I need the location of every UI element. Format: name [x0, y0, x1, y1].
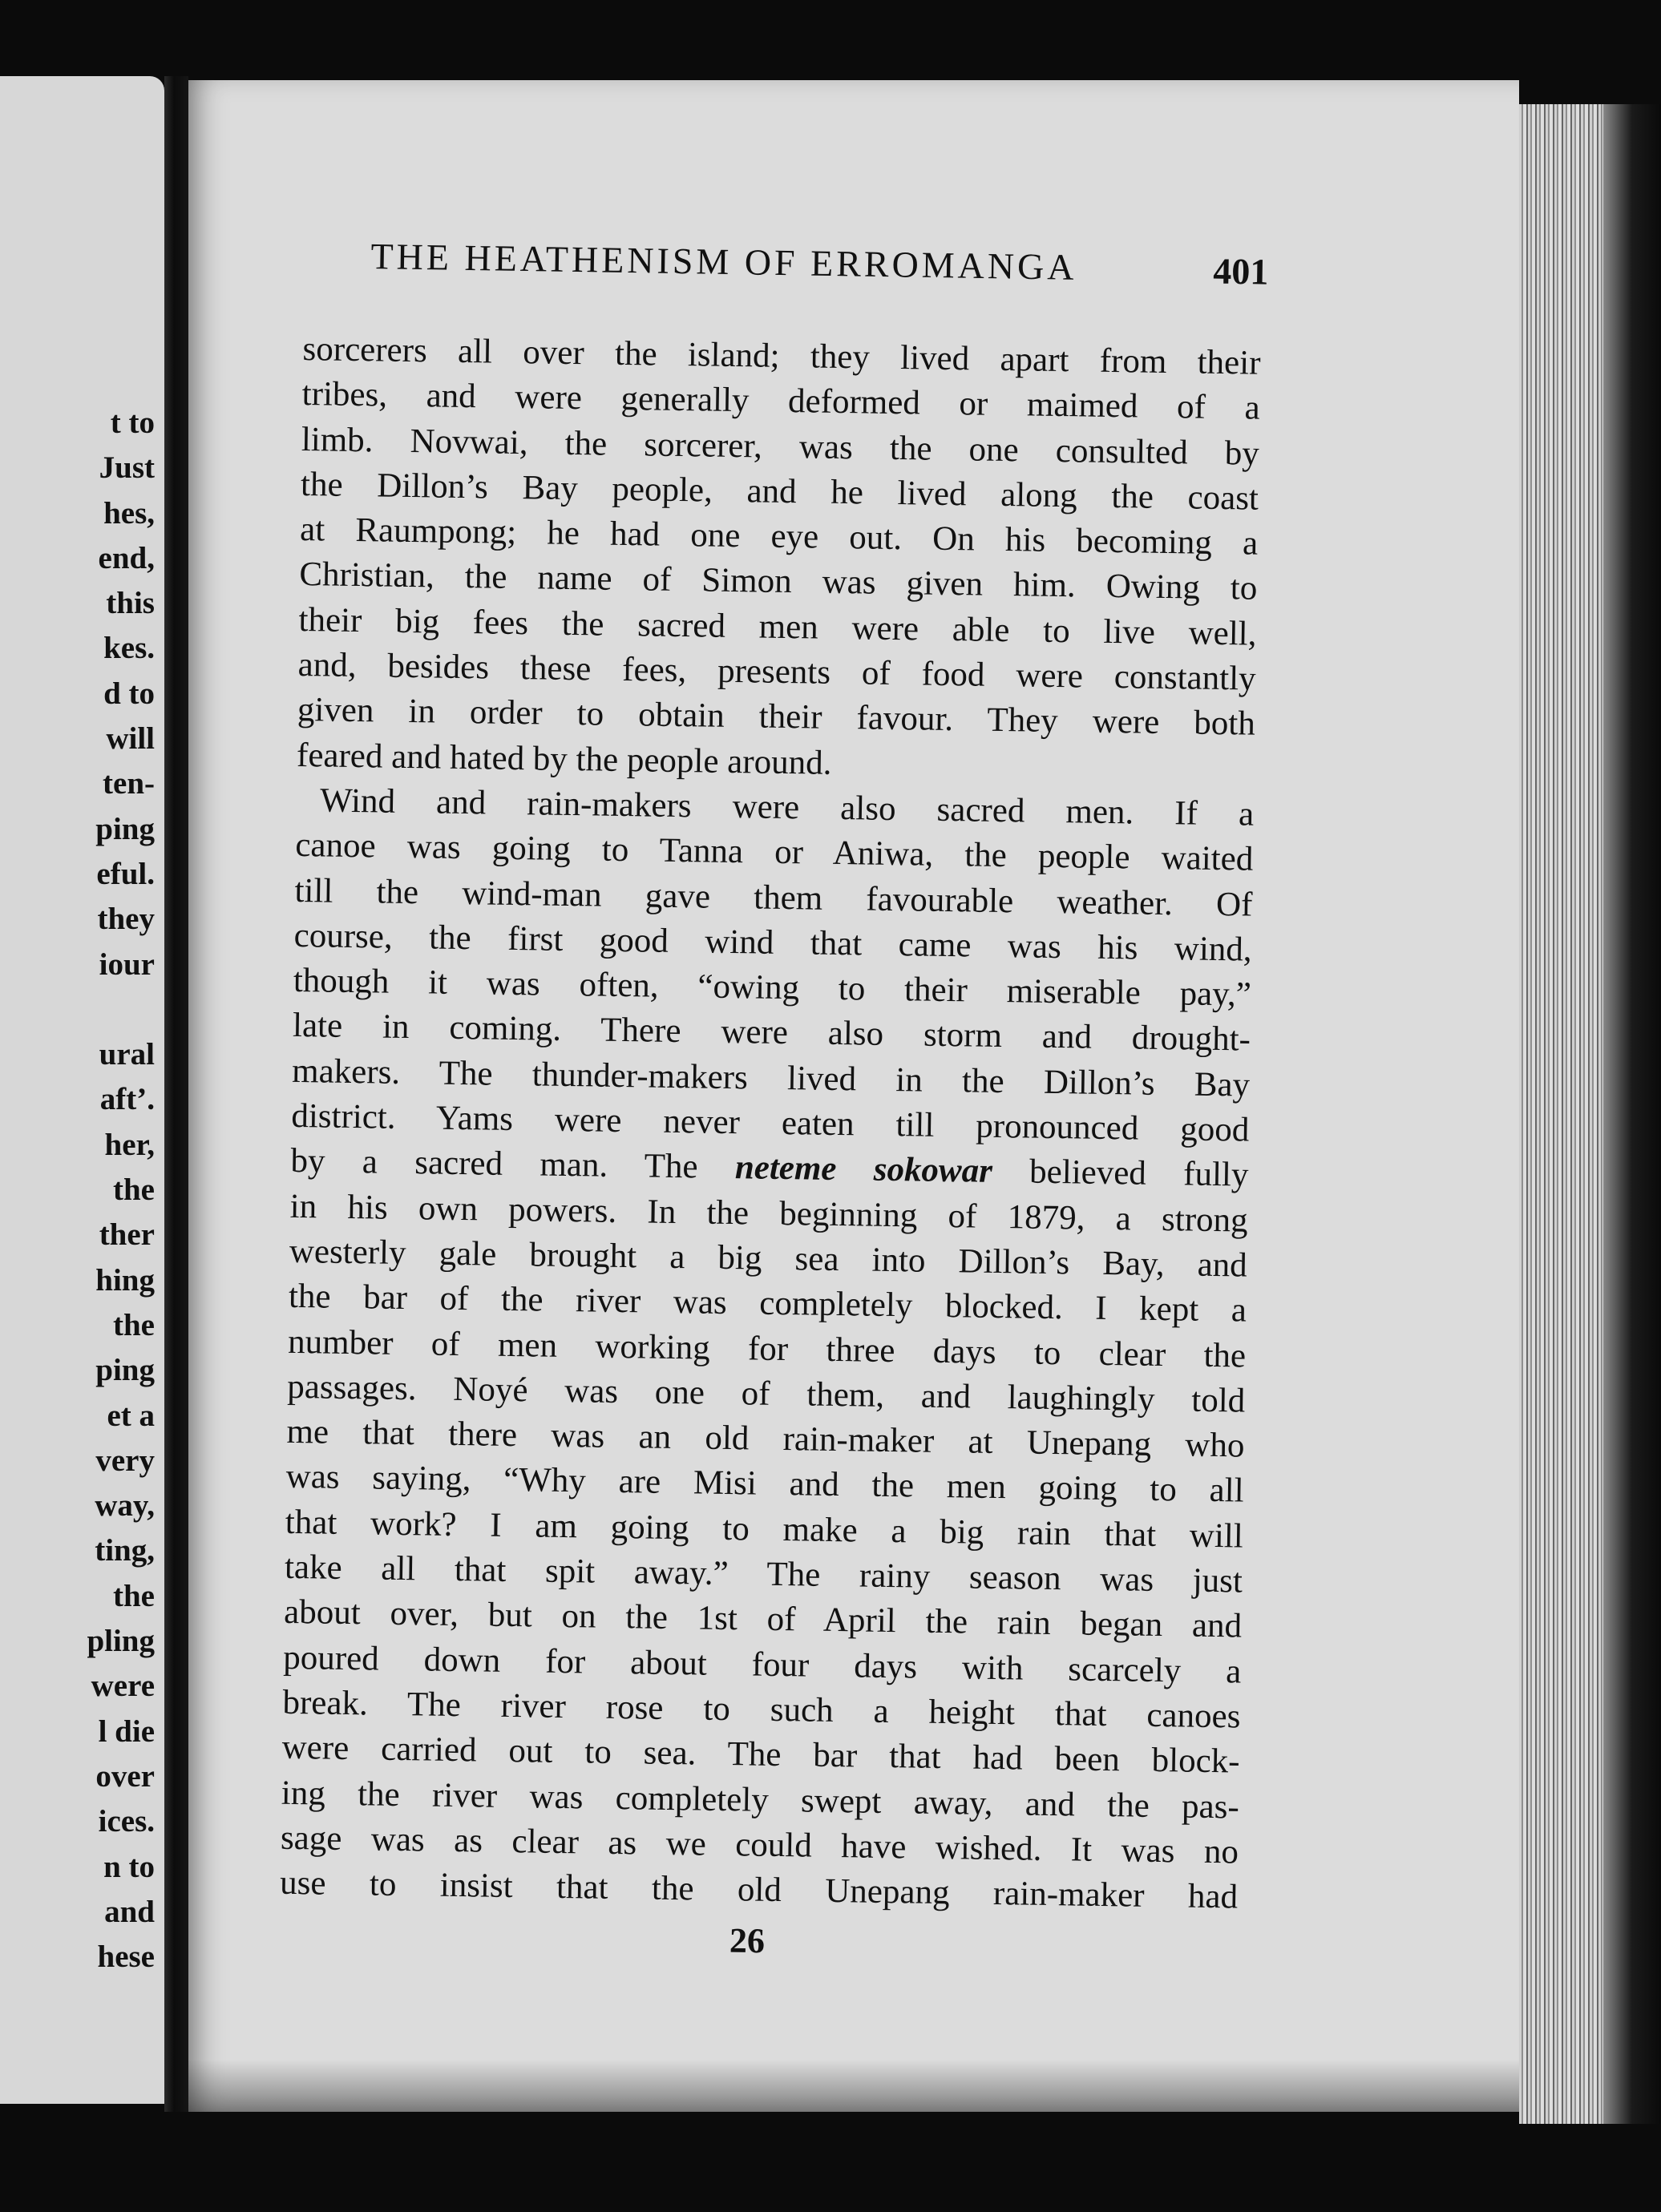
text-line: use to insist that the old Unepang rain-maker had — [279, 1863, 1239, 1916]
facing-page — [0, 76, 164, 2104]
text-line: Christian, the name of Simon was given him. Owing to — [299, 555, 1258, 608]
facing-page-line: Just — [99, 450, 155, 486]
facing-page-line: over — [95, 1758, 155, 1794]
facing-page-line: the — [113, 1307, 155, 1342]
facing-page-line: end, — [98, 540, 155, 575]
text-line: the Dillon’s Bay people, and he lived along the coast — [300, 465, 1259, 518]
book-gutter — [164, 76, 188, 2112]
page-bottom-shadow — [188, 2060, 1519, 2112]
text-line: westerly gale brought a big sea into Dillon’s Bay, and — [289, 1232, 1248, 1285]
text-run: believed fully — [992, 1152, 1249, 1194]
text-line: poured down for about four days with scarcely a — [283, 1638, 1242, 1691]
facing-page-line: l die — [98, 1713, 155, 1749]
text-line: take all that spit away.” The rainy season was just — [284, 1548, 1243, 1600]
text-line: were carried out to sea. The bar that had been block- — [281, 1729, 1240, 1781]
text-line: Wind and rain-makers were also sacred men. If a — [319, 781, 1255, 834]
facing-page-line: ping — [95, 1353, 155, 1388]
facing-page-line: pling — [87, 1624, 155, 1659]
text-line: sage was as clear as we could have wished. It was no — [280, 1818, 1239, 1871]
facing-page-line: will — [106, 721, 155, 757]
facing-page-line: very — [95, 1443, 155, 1478]
text-line: given in order to obtain their favour. They were both — [297, 691, 1256, 744]
facing-page-line: the — [113, 1173, 155, 1208]
text-line: ing the river was completely swept away, and the pas- — [281, 1774, 1240, 1827]
page-title: THE HEATHENISM OF ERROMANGA — [370, 235, 1077, 288]
facing-page-line — [42, 987, 155, 1032]
facing-page-line: the — [113, 1578, 155, 1613]
facing-page-line: were — [91, 1669, 155, 1704]
text-line: makers. The thunder-makers lived in the Dillon’s Bay — [291, 1052, 1251, 1104]
facing-page-line: and — [104, 1894, 155, 1929]
facing-page-line: ten- — [103, 766, 155, 801]
text-line: passages. Noyé was one of them, and laughingly told — [287, 1367, 1246, 1420]
facing-page-line: aft’. — [99, 1082, 155, 1117]
facing-page-line: they — [97, 902, 155, 937]
text-line: about over, but on the 1st of April the rain began and — [283, 1593, 1243, 1645]
text-line: at Raumpong; he had one eye out. On his becoming a — [299, 511, 1259, 563]
text-line: and, besides these fees, presents of food were constantly — [297, 646, 1256, 698]
text-line: limb. Novwai, the sorcerer, was the one consulted by — [301, 420, 1260, 473]
text-run: by a sacred man. The — [290, 1142, 736, 1187]
facing-page-line: ting, — [95, 1533, 155, 1568]
facing-page-line: et a — [107, 1398, 155, 1433]
facing-page-line: ther — [99, 1217, 155, 1253]
text-line: tribes, and were generally deformed or maimed of a — [301, 375, 1260, 428]
text-line: district. Yams were never eaten till pronounced good — [291, 1096, 1250, 1149]
text-line: though it was often, “owing to their miserable pay,” — [293, 962, 1252, 1014]
text-line: feared and hated by the people around. — [296, 736, 832, 782]
text-line: till the wind-man gave them favourable weather. Of — [294, 871, 1253, 924]
text-line: me that there was an old rain-maker at Unepang who — [286, 1412, 1245, 1465]
facing-page-line: n to — [103, 1849, 155, 1884]
text-line: the bar of the river was completely blocked. I kept a — [288, 1278, 1247, 1330]
facing-page-text — [42, 401, 155, 1980]
facing-page-line: her, — [104, 1127, 155, 1162]
text-line: in his own powers. In the beginning of 1879, a strong — [289, 1187, 1248, 1240]
facing-page-line: ices. — [98, 1804, 155, 1839]
signature-mark: 26 — [729, 1920, 766, 1961]
text-line: late in coming. There were also storm and drought- — [292, 1007, 1251, 1060]
facing-page-line: hese — [97, 1940, 155, 1975]
text-line: number of men working for three days to clear the — [287, 1322, 1247, 1375]
facing-page-line: way, — [95, 1488, 155, 1524]
facing-page-line: this — [106, 586, 155, 621]
text-line: break. The river rose to such a height that canoes — [282, 1683, 1241, 1736]
facing-page-line: d to — [103, 676, 155, 711]
facing-page-line: kes. — [103, 631, 155, 666]
body-text — [280, 327, 1261, 1920]
italic-term: neteme sokowar — [734, 1148, 993, 1191]
facing-page-line: hes, — [103, 495, 155, 531]
facing-page-line: ping — [95, 811, 155, 846]
book-edge-shadow — [1603, 104, 1661, 2124]
text-line: was saying, “Why are Misi and the men going to all — [285, 1458, 1244, 1510]
facing-page-line: hing — [95, 1262, 155, 1298]
facing-page-line: iour — [99, 947, 155, 982]
facing-page-line: t to — [110, 406, 155, 440]
text-line: course, the first good wind that came was his wind, — [293, 916, 1252, 969]
text-line: their big fees the sacred men were able to live well, — [298, 600, 1257, 653]
facing-page-line: eful. — [96, 856, 155, 891]
text-line: canoe was going to Tanna or Aniwa, the people waited — [295, 826, 1254, 878]
text-line: that work? I am going to make a big rain that will — [285, 1503, 1244, 1556]
text-line: sorcerers all over the island; they lived apart from their — [302, 329, 1261, 382]
facing-page-line: ural — [99, 1037, 155, 1072]
page-number: 401 — [1213, 250, 1269, 293]
